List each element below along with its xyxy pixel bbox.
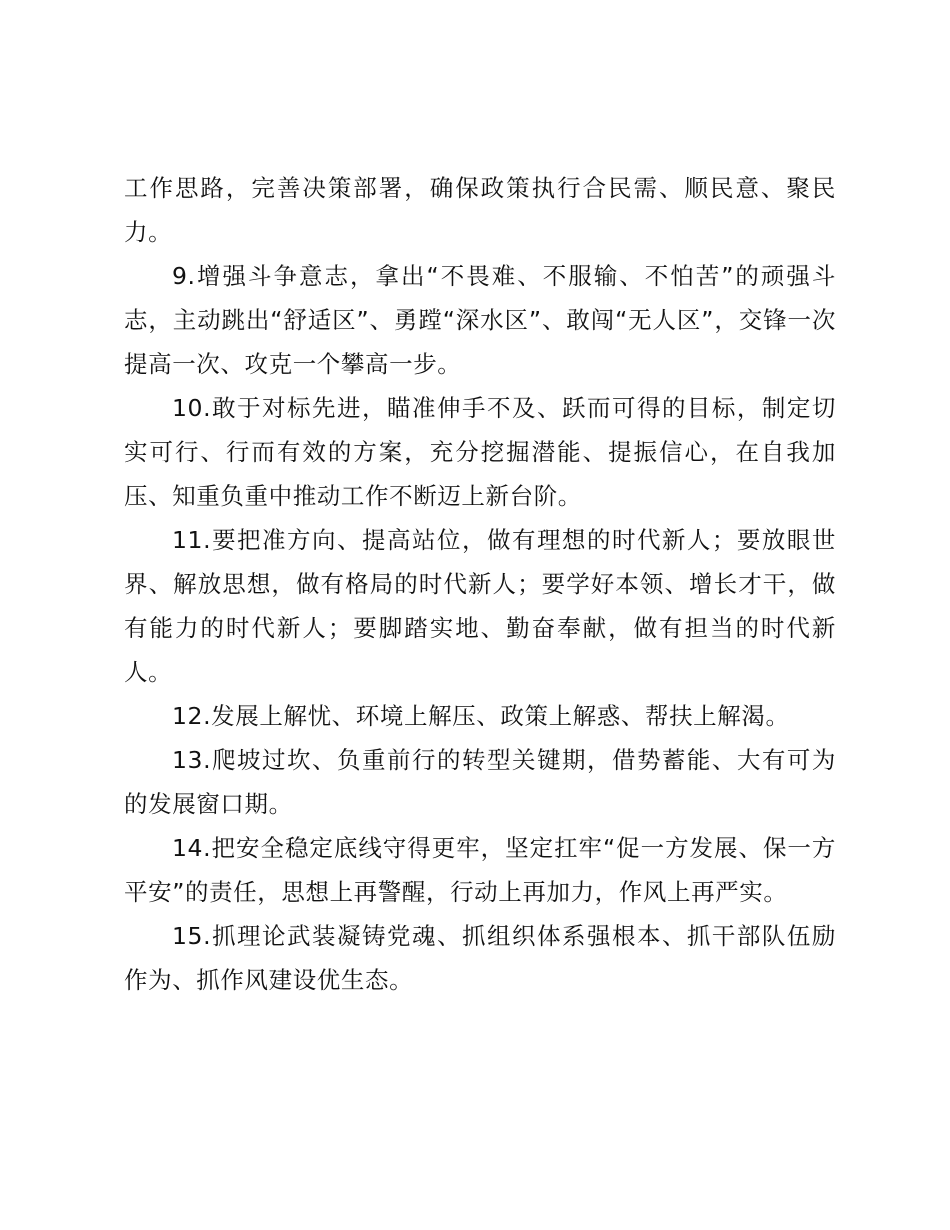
paragraph-item-11: 11.要把准方向、提高站位，做有理想的时代新人；要放眼世界、解放思想，做有格局的时代新人；要学好本领、增长才干，做有能力的时代新人；要脚踏实地、勤奋奉献，做有担当的时代新人。 <box>124 526 836 686</box>
paragraph-item-12: 12.发展上解忧、环境上解压、政策上解惑、帮扶上解渴。 <box>172 702 790 730</box>
document-body <box>124 166 836 1002</box>
paragraph-item-10: 10.敢于对标先进，瞄准伸手不及、跃而可得的目标，制定切实可行、行而有效的方案，充分挖掘潜能、提振信心，在自我加压、知重负重中推动工作不断迈上新台阶。 <box>124 394 836 510</box>
paragraph-item-9: 9.增强斗争意志，拿出“不畏难、不服输、不怕苦”的顽强斗志，主动跳出“舒适区”、勇蹚“深水区”、敢闯“无人区”，交锋一次提高一次、攻克一个攀高一步。 <box>124 262 836 378</box>
paragraph-item-14: 14.把安全稳定底线守得更牢，坚定扛牢“促一方发展、保一方平安”的责任，思想上再警醒，行动上再加力，作风上再严实。 <box>124 834 836 906</box>
paragraph-continuation: 工作思路，完善决策部署，确保政策执行合民需、顺民意、聚民力。 <box>124 174 836 246</box>
paragraph-item-15: 15.抓理论武装凝铸党魂、抓组织体系强根本、抓干部队伍励作为、抓作风建设优生态。 <box>124 922 836 994</box>
paragraph-item-13: 13.爬坡过坎、负重前行的转型关键期，借势蓄能、大有可为的发展窗口期。 <box>124 746 836 818</box>
